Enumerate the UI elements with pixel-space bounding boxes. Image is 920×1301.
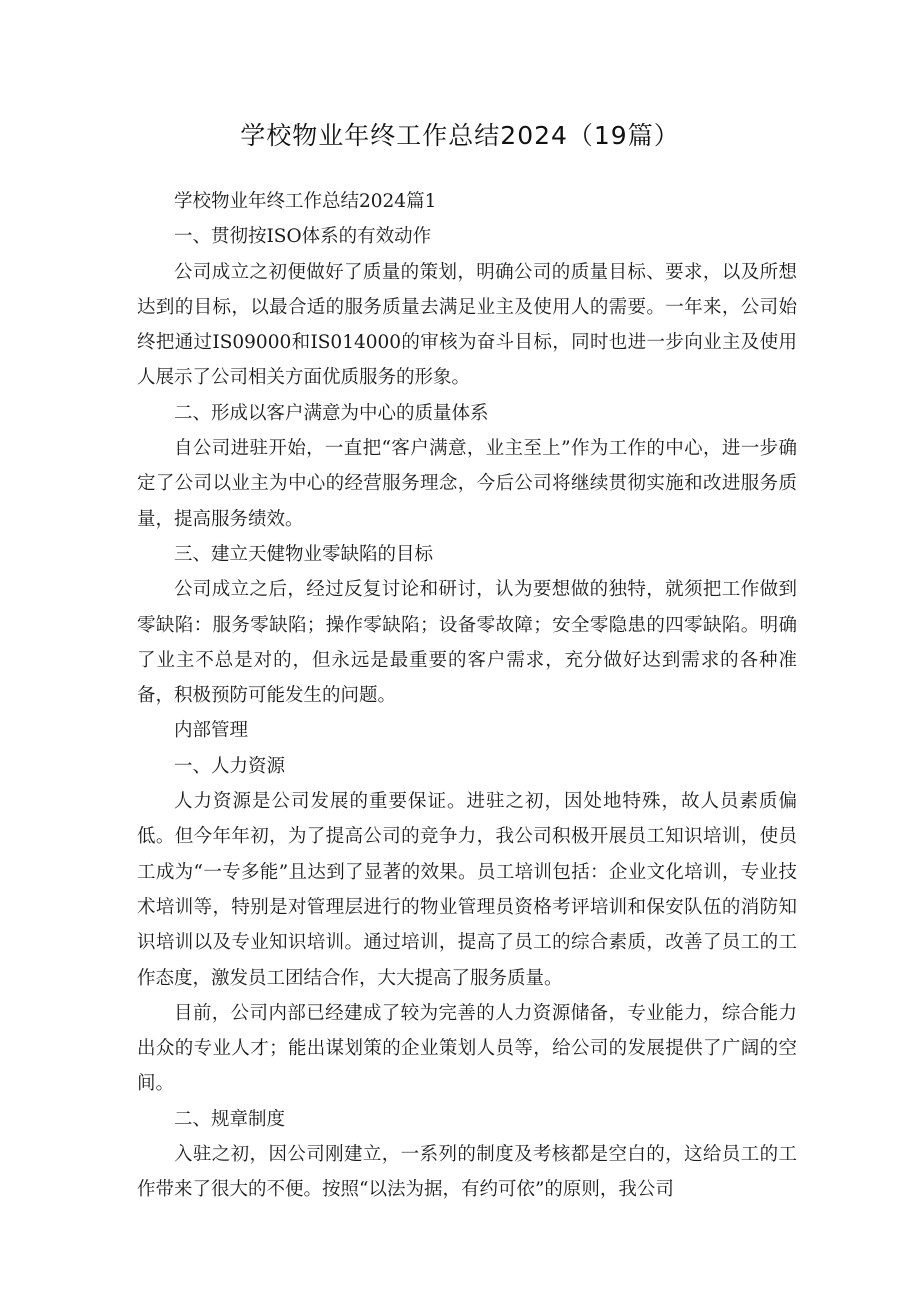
body-paragraph: 公司成立之初便做好了质量的策划，明确公司的质量目标、要求，以及所想达到的目标，以最合适的服务质量去满足业主及使用人的需要。一年来，公司始终把通过IS09000和IS014000的审核为奋斗目标，同时也进一步向业主及使用人展示了公司相关方面优质服务的形象。 <box>137 261 797 389</box>
document-body <box>137 184 797 1208</box>
section-heading: 三、建立天健物业零缺陷的目标 <box>174 543 434 565</box>
body-paragraph: 目前，公司内部已经建成了较为完善的人力资源储备，专业能力，综合能力出众的专业人才；能出谋划策的企业策划人员等，给公司的发展提供了广阔的空间。 <box>137 1002 797 1095</box>
section-heading: 内部管理 <box>174 720 249 742</box>
section-heading: 二、形成以客户满意为中心的质量体系 <box>174 402 489 424</box>
body-paragraph: 公司成立之后，经过反复讨论和研讨，认为要想做的独特，就须把工作做到零缺陷：服务零缺陷；操作零缺陷；设备零故障；安全零隐患的四零缺陷。明确了业主不总是对的，但永远是最重要的客户需求，充分做好达到需求的各种准备，积极预防可能发生的问题。 <box>137 579 797 707</box>
body-paragraph: 人力资源是公司发展的重要保证。进驻之初，因处地特殊，故人员素质偏低。但今年年初，为了提高公司的竞争力，我公司积极开展员工知识培训，使员工成为“一专多能”且达到了显著的效果。员工培训包括：企业文化培训，专业技术培训等，特别是对管理层进行的物业管理员资格考评培训和保安队伍的消防知识培训以及专业知识培训。通过培训，提高了员工的综合素质，改善了员工的工作态度，激发员工团结合作，大大提高了服务质量。 <box>137 791 797 989</box>
section-heading: 学校物业年终工作总结2024篇1 <box>174 191 437 212</box>
section-heading: 二、规章制度 <box>174 1108 286 1130</box>
body-paragraph: 入驻之初，因公司刚建立，一系列的制度及考核都是空白的，这给员工的工作带来了很大的不便。按照“以法为据，有约可依”的原则，我公司 <box>137 1144 797 1201</box>
section-heading: 一、贯彻按ISO体系的有效动作 <box>174 226 432 248</box>
body-paragraph: 自公司进驻开始，一直把“客户满意，业主至上”作为工作的中心，进一步确定了公司以业主为中心的经营服务理念，今后公司将继续贯彻实施和改进服务质量，提高服务绩效。 <box>137 438 797 530</box>
document-title: 学校物业年终工作总结2024（19篇） <box>240 121 680 150</box>
section-heading: 一、人力资源 <box>174 755 286 777</box>
